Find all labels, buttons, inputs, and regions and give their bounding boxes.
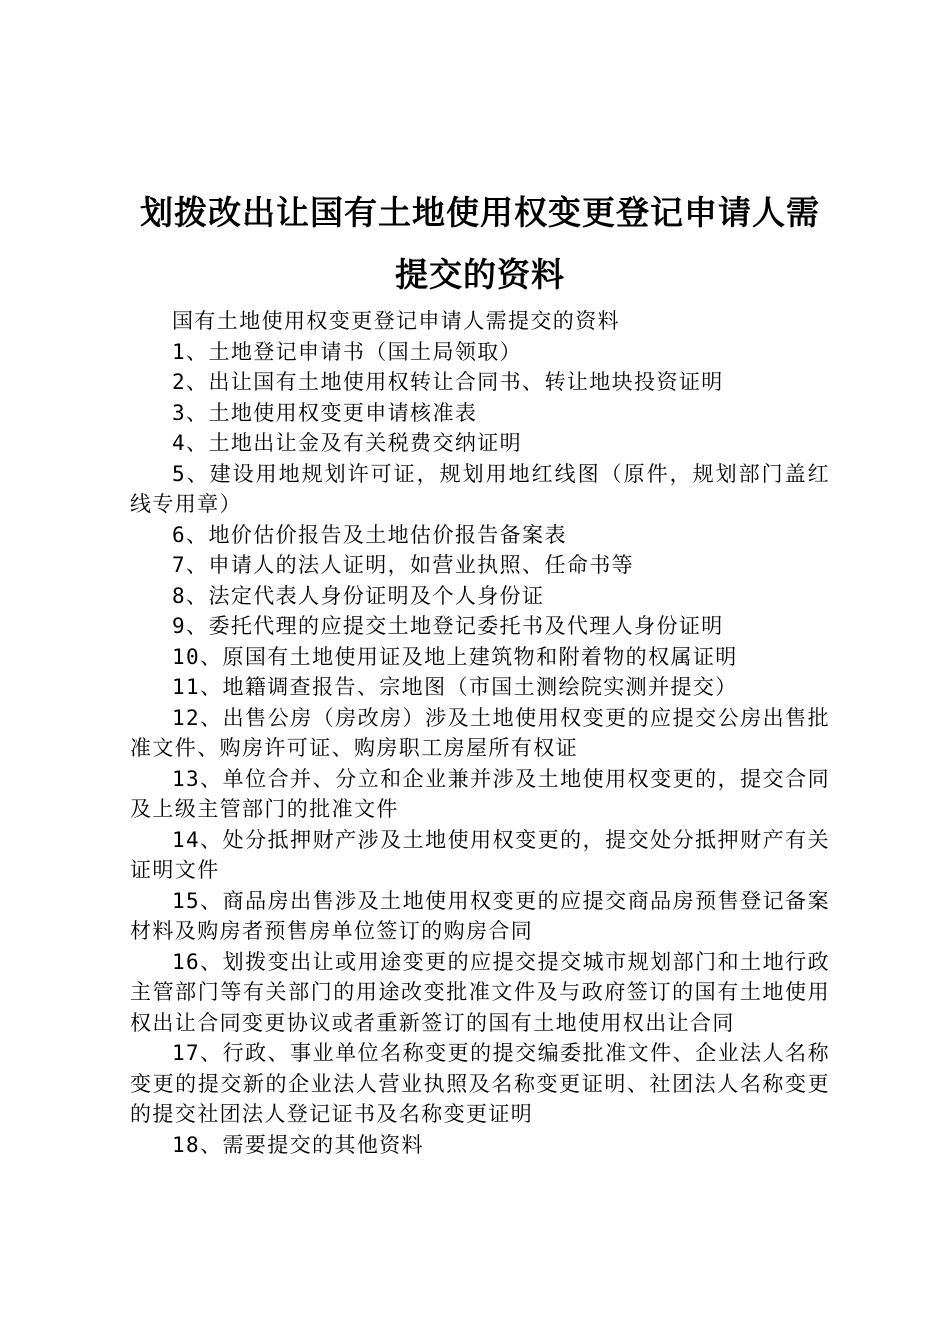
list-item: 5、建设用地规划许可证，规划用地红线图（原件，规划部门盖红线专用章）: [130, 461, 830, 516]
list-item: 8、法定代表人身份证明及个人身份证: [172, 583, 545, 608]
list-item: 1、土地登记申请书（国土局领取）: [172, 339, 523, 364]
list-item: 16、划拨变出让或用途变更的应提交提交城市规划部门和土地行政主管部门等有关部门的用途改变批准文件及与政府签订的国有土地使用权出让合同变更协议或者重新签订的国有土地使用权出让合同: [130, 949, 830, 1035]
list-item: 7、申请人的法人证明，如营业执照、任命书等: [172, 553, 635, 577]
document-title: 划拨改出让国有土地使用权变更登记申请人需提交的资料: [140, 193, 820, 294]
list-item: 13、单位合并、分立和企业兼并涉及土地使用权变更的，提交合同及上级主管部门的批准文件: [130, 766, 830, 821]
list-item: 3、土地使用权变更申请核准表: [172, 400, 478, 425]
list-item: 9、委托代理的应提交土地登记委托书及代理人身份证明: [172, 614, 724, 638]
list-item: 6、地价估价报告及土地估价报告备案表: [172, 522, 567, 547]
list-item: 18、需要提交的其他资料: [172, 1132, 425, 1157]
list-item: 4、土地出让金及有关税费交纳证明: [172, 431, 523, 455]
list-item: 14、处分抵押财产涉及土地使用权变更的，提交处分抵押财产有关证明文件: [130, 827, 830, 882]
intro-paragraph: 国有土地使用权变更登记申请人需提交的资料: [172, 309, 620, 333]
document-page: [130, 182, 830, 1160]
document-body: [130, 306, 830, 1160]
list-item: 2、出让国有土地使用权转让合同书、转让地块投资证明: [172, 370, 724, 394]
list-item: 12、出售公房（房改房）涉及土地使用权变更的应提交公房出售批准文件、购房许可证、购房职工房屋所有权证: [130, 705, 830, 760]
list-item: 11、地籍调查报告、宗地图（市国土测绘院实测并提交）: [172, 675, 738, 699]
list-item: 15、商品房出售涉及土地使用权变更的应提交商品房预售登记备案材料及购房者预售房单位签订的购房合同: [130, 888, 830, 943]
list-item: 10、原国有土地使用证及地上建筑物和附着物的权属证明: [172, 644, 738, 669]
list-item: 17、行政、事业单位名称变更的提交编委批准文件、企业法人名称变更的提交新的企业法人营业执照及名称变更证明、社团法人名称变更的提交社团法人登记证书及名称变更证明: [130, 1041, 830, 1126]
